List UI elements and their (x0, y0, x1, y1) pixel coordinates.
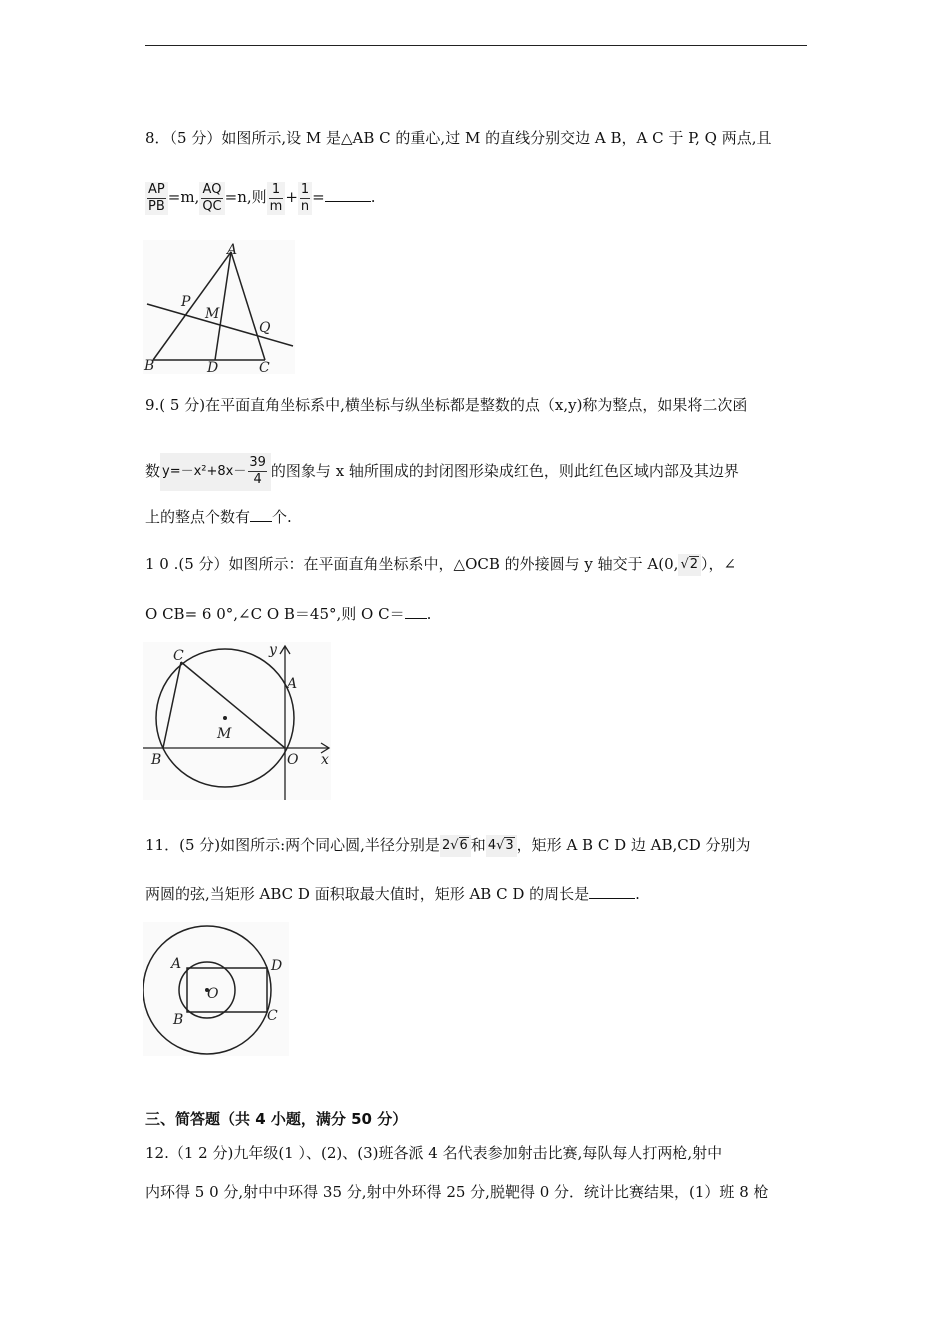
q9-answer-blank (250, 507, 272, 522)
q8-triangle-figure (143, 240, 295, 374)
q11-and: 和 (470, 836, 486, 854)
q9-line3-post: 个. (272, 508, 292, 526)
q11-radius-2: 4√3 (486, 835, 517, 857)
q8-tail: . (370, 188, 376, 206)
q11-line1-pre: 11．(5 分)如图所示:两个同心圆,半径分别是 (145, 836, 440, 854)
q8-fraction-aq-qc: $\frac{AQ}{QC}$ (199, 182, 224, 215)
q8-label-p: P (181, 294, 191, 310)
q8-eq-n: =n,则 (224, 188, 267, 206)
q9-formula (160, 453, 271, 491)
q12-text-line1: 12.（1 2 分)九年级(1 ）、(2)、(3)班各派 4 名代表参加射击比赛,每队每人打两枪,射中 (145, 1144, 723, 1162)
q10-label-x: x (321, 752, 329, 768)
q11-label-o: O (207, 986, 219, 1002)
q10-label-y: y (269, 642, 277, 658)
q8-fraction-1-m: $\frac{1}{m}$ (267, 182, 286, 215)
q11-label-a: A (171, 956, 182, 972)
q9-line2-post: 的图象与 x 轴所围成的封闭图形染成红色，则此红色区域内部及其边界 (270, 462, 739, 480)
q9-line3-pre: 上的整点个数有 (145, 508, 251, 526)
q9-text-line2 (145, 452, 739, 491)
q9-formula-fraction: $\frac{39}{4}$ (249, 455, 266, 487)
q8-label-m: M (205, 306, 220, 322)
q10-line1-post: ），∠ (701, 555, 737, 573)
q10-label-o: O (287, 752, 299, 768)
q8-label-q: Q (259, 320, 271, 336)
q8-fraction-1-n: $\frac{1}{n}$ (298, 182, 312, 215)
q10-text-line2 (145, 604, 431, 624)
q10-text-line1 (145, 553, 736, 576)
q10-line2-pre: O CB= 6 0°,∠C O B＝45°,则 O C＝ (145, 605, 405, 623)
q8-label-b: B (144, 358, 155, 374)
q8-answer-blank (325, 187, 371, 202)
q10-label-m: M (217, 726, 232, 742)
q10-label-c: C (173, 648, 184, 664)
q11-label-b: B (173, 1012, 184, 1028)
q11-concentric-figure (143, 922, 289, 1056)
q10-answer-blank (405, 604, 427, 619)
q8-eq-m: =m, (167, 188, 200, 206)
q10-line1-pre: 1 0 .(5 分）如图所示：在平面直角坐标系中，△OCB 的外接圆与 y 轴交于 A(0, (145, 555, 679, 573)
q10-label-b: B (151, 752, 162, 768)
q8-label-d: D (207, 360, 219, 374)
q8-plus: + (285, 188, 298, 206)
q11-line2-pre: 两圆的弦,当矩形 ABC D 面积取最大值时，矩形 AB C D 的周长是 (145, 885, 590, 903)
q11-radius-1: 2√6 (440, 835, 471, 857)
q8-eq: = (312, 188, 325, 206)
q9-formula-poly: y=－x²+8x－ (162, 464, 247, 479)
q9-text-line1: 9.( 5 分)在平面直角坐标系中,横坐标与纵坐标都是整数的点（x,y)称为整点，如果将二次函 (145, 396, 748, 414)
q11-answer-blank (589, 884, 635, 899)
q10-figure-bg (143, 642, 331, 800)
q8-text-line2 (145, 180, 376, 215)
q11-label-c: C (267, 1008, 278, 1024)
q9-text-line3 (145, 507, 292, 527)
q12-text-line2: 内环得 5 0 分,射中中环得 35 分,射中外环得 25 分,脱靶得 0 分．统计比赛结果，(1）班 8 枪 (145, 1183, 769, 1201)
q8-label-c: C (259, 360, 270, 374)
q11-text-line1 (145, 834, 751, 857)
header-rule (145, 45, 807, 46)
section-heading: 三、简答题（共 4 小题，满分 50 分） (145, 1110, 408, 1128)
q11-text-line2 (145, 884, 640, 904)
q9-line2-pre: 数 (145, 462, 161, 480)
q10-line2-post: . (426, 605, 432, 623)
q8-fraction-ap-pb: $\frac{AP}{PB}$ (145, 182, 168, 215)
q11-line1-post: ，矩形 A B C D 边 AB,CD 分别为 (516, 836, 751, 854)
q10-circle-figure (143, 642, 331, 800)
q10-sqrt-2: √2 (678, 554, 701, 576)
q10-center-m-dot (223, 716, 227, 720)
q11-line2-post: . (635, 885, 640, 903)
q10-label-a: A (287, 676, 298, 692)
q8-label-a: A (227, 242, 238, 258)
q11-label-d: D (271, 958, 283, 974)
q8-text-line1: 8．（5 分）如图所示,设 M 是△AB C 的重心,过 M 的直线分别交边 A B，A C 于 P, Q 两点,且 (145, 129, 772, 147)
